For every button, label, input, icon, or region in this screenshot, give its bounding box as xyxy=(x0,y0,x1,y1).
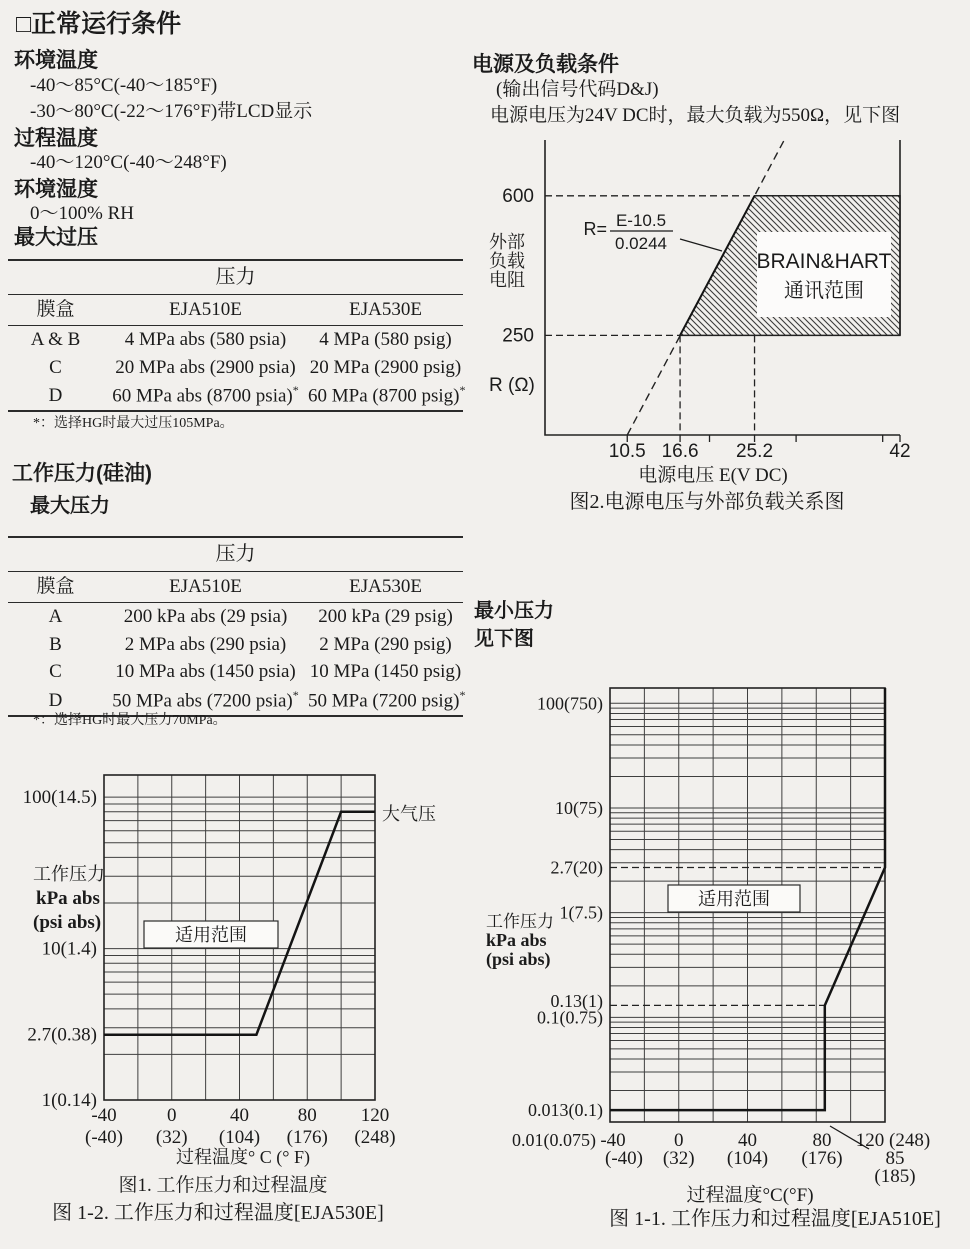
y-tick-label: 0.13(1) xyxy=(550,991,603,1011)
x-tick-label: 10.5 xyxy=(608,441,646,462)
footnote-marker: * xyxy=(459,383,466,398)
power-section-subline: (输出信号代码D&J) xyxy=(496,79,659,100)
overpressure-label: 最大过压 xyxy=(14,226,98,249)
col-header: EJA510E xyxy=(103,295,308,326)
table-title: 压力 xyxy=(8,260,463,295)
callout-label: (185) xyxy=(874,1166,916,1187)
min-pressure-note-line1: 最小压力 xyxy=(474,600,554,622)
col-header: 膜盒 xyxy=(8,295,103,326)
y-tick-label: 10(1.4) xyxy=(41,938,97,960)
cell: 2 MPa abs (290 psia) xyxy=(124,633,287,655)
x-tick-label: 80 xyxy=(297,1105,317,1126)
cell: C xyxy=(49,661,62,683)
process-temp-label: 过程温度 xyxy=(14,127,98,150)
x-tick-label: 42 xyxy=(889,441,911,462)
process-temp-value: -40～120°C(-40～248°F) xyxy=(30,152,227,173)
max-pressure-subheading: 最大压力 xyxy=(30,495,110,517)
eja510e-chart xyxy=(486,688,941,1230)
y-tick-label: 0.013(0.1) xyxy=(528,1100,603,1121)
y-axis-label: 工作压力 xyxy=(33,864,105,884)
ambient-temp-value-2: -30～80°C(-22～176°F)带LCD显示 xyxy=(30,101,313,122)
x-tick-label: 0 xyxy=(674,1130,684,1151)
region-label: 适用范围 xyxy=(698,889,770,909)
y-tick-label: 0.01(0.075) xyxy=(512,1130,596,1150)
footnote-marker: * xyxy=(292,688,299,702)
footnote-marker: * xyxy=(459,688,466,702)
cell: B xyxy=(49,633,62,655)
y-tick-label: 1(0.14) xyxy=(41,1090,97,1111)
eja530e-chart xyxy=(23,775,436,1224)
cell: 4 MPa (580 psig) xyxy=(319,328,452,350)
y-axis-label: (psi abs) xyxy=(33,912,102,933)
comm-label-line1: BRAIN&HART xyxy=(756,250,892,273)
table-row xyxy=(8,631,463,659)
y-tick-label: 100(750) xyxy=(537,693,603,714)
min-pressure-note-line2: 见下图 xyxy=(474,628,534,650)
table-row xyxy=(8,658,463,686)
y-axis-label: kPa abs xyxy=(486,930,547,950)
comm-label-box xyxy=(757,232,891,317)
table-row xyxy=(8,602,463,630)
ambient-temp-value-1: -40～85°C(-40～185°F) xyxy=(30,75,218,96)
x-tick-sublabel: (176) xyxy=(286,1127,328,1148)
cell: A & B xyxy=(30,328,81,350)
power-section-heading: 电源及负载条件 xyxy=(472,53,619,76)
y-axis-label: kPa abs xyxy=(36,888,100,909)
table-row xyxy=(8,325,463,353)
cell: 50 MPa abs (7200 psia)* xyxy=(112,688,299,712)
x-tick-label: 120 xyxy=(360,1105,390,1126)
x-tick-label: 40 xyxy=(738,1130,757,1151)
formula-numerator: E-10.5 xyxy=(615,211,667,230)
cell: 60 MPa (8700 psig)* xyxy=(308,383,466,407)
cell: 20 MPa (2900 psig) xyxy=(309,356,462,378)
y-axis-label: 外部 xyxy=(489,232,525,252)
cell: 50 MPa (7200 psig)* xyxy=(308,688,466,712)
cell: D xyxy=(48,384,63,406)
y-axis-label: 负载 xyxy=(489,251,525,271)
overpressure-table xyxy=(8,259,466,412)
y-axis-label: 电阻 xyxy=(489,270,525,290)
cell: 200 kPa (29 psig) xyxy=(318,605,453,627)
table-row xyxy=(8,381,463,411)
callout-label: 85 xyxy=(885,1148,905,1169)
table-footnote: *：选择HG时最大压力70MPa。 xyxy=(33,713,227,728)
cell: 20 MPa abs (2900 psia) xyxy=(115,356,296,378)
working-pressure-table xyxy=(8,536,466,717)
atmospheric-annotation: 大气压 xyxy=(382,804,436,824)
x-tick-sublabel: (248) xyxy=(354,1127,396,1148)
comm-label-line2: 通讯范围 xyxy=(784,280,864,302)
ambient-temp-label: 环境温度 xyxy=(14,49,98,72)
y-tick-label: 1(7.5) xyxy=(559,902,603,923)
region-label: 适用范围 xyxy=(175,925,247,945)
figure-caption: 图 1-1. 工作压力和过程温度[EJA510E] xyxy=(609,1208,941,1230)
x-tick-sublabel: (104) xyxy=(726,1148,769,1169)
x-tick-sublabel: (32) xyxy=(155,1127,188,1148)
x-tick-sublabel: (32) xyxy=(662,1148,695,1169)
humidity-label: 环境湿度 xyxy=(14,178,98,201)
cell: C xyxy=(49,356,62,378)
y-axis-unit: R (Ω) xyxy=(489,375,535,396)
formula-lhs: R= xyxy=(583,219,607,239)
cell: 2 MPa (290 psig) xyxy=(319,633,452,655)
humidity-value: 0～100% RH xyxy=(30,203,134,224)
y-tick-label: 2.7(0.38) xyxy=(27,1024,97,1046)
y-axis-label: (psi abs) xyxy=(486,949,551,969)
col-header: EJA510E xyxy=(103,572,308,603)
y-tick-label: 250 xyxy=(502,325,534,347)
x-tick-label: -40 xyxy=(600,1130,626,1151)
formula-denominator: 0.0244 xyxy=(615,234,667,253)
col-header: EJA530E xyxy=(308,572,463,603)
formula-leader xyxy=(680,239,722,251)
x-tick-sublabel: (176) xyxy=(801,1148,843,1169)
x-axis-label: 过程温度° C (° F) xyxy=(176,1147,310,1167)
cell: 4 MPa abs (580 psia) xyxy=(124,328,287,350)
cell: 10 MPa (1450 psig) xyxy=(309,661,462,683)
supply-load-chart xyxy=(489,140,911,513)
x-tick-label: 80 xyxy=(812,1130,832,1151)
x-tick-label: -40 xyxy=(91,1105,117,1126)
x-tick-label: 0 xyxy=(167,1105,177,1126)
page-title: □正常运行条件 xyxy=(16,10,182,38)
cell: 10 MPa abs (1450 psia) xyxy=(115,661,296,683)
x-tick-label: 25.2 xyxy=(736,441,774,462)
x-axis-label: 过程温度°C(°F) xyxy=(686,1185,814,1206)
figure-caption: 图1. 工作压力和过程温度 xyxy=(118,1175,328,1196)
table-row xyxy=(8,354,463,382)
x-tick-sublabel: (104) xyxy=(218,1127,261,1148)
col-header: 膜盒 xyxy=(8,572,103,603)
table-title: 压力 xyxy=(8,537,463,572)
y-tick-label: 2.7(20) xyxy=(550,857,603,878)
y-tick-label: 100(14.5) xyxy=(22,787,97,809)
figure-caption: 图2.电源电压与外部负载关系图 xyxy=(569,491,845,513)
cell: D xyxy=(48,689,63,711)
table-footnote: *：选择HG时最大过压105MPa。 xyxy=(33,416,234,431)
cell: A xyxy=(48,605,63,627)
y-axis-label: 工作压力 xyxy=(486,912,554,931)
x-tick-sublabel: (-40) xyxy=(85,1127,123,1148)
x-tick-label: 40 xyxy=(230,1105,249,1126)
y-tick-label: 600 xyxy=(502,185,534,207)
col-header: EJA530E xyxy=(308,295,463,326)
power-section-description: 电源电压为24V DC时，最大负载为550Ω，见下图 xyxy=(490,105,901,126)
x-tick-label: 16.6 xyxy=(661,441,699,462)
x-axis-label: 电源电压 E(V DC) xyxy=(638,465,788,486)
y-tick-label: 10(75) xyxy=(555,797,603,818)
x-tick-label: 120 (248) xyxy=(855,1130,931,1151)
footnote-marker: * xyxy=(292,383,299,398)
figure-caption: 图 1-2. 工作压力和过程温度[EJA530E] xyxy=(52,1202,384,1224)
y-tick-label: 0.1(0.75) xyxy=(537,1007,603,1028)
cell: 60 MPa abs (8700 psia)* xyxy=(112,383,299,407)
working-pressure-heading: 工作压力(硅油) xyxy=(12,462,152,485)
cell: 200 kPa abs (29 psia) xyxy=(123,605,288,627)
x-tick-sublabel: (-40) xyxy=(605,1148,643,1169)
